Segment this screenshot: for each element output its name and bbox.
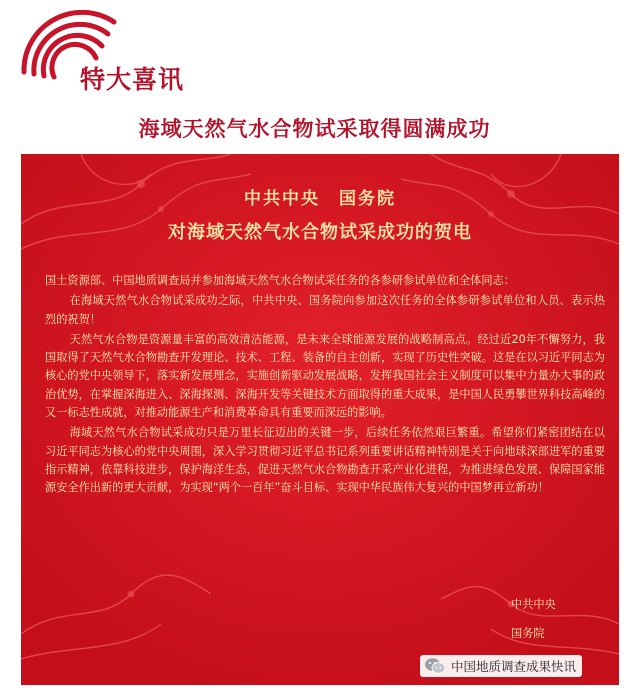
signature-party: 中共中央: [511, 598, 556, 611]
body-paragraph: 天然气水合物是资源量丰富的高效清洁能源，是未来全球能源发展的战略制高点。经过近20年不懈努力，我国取得了天然气水合物勘查开发理论、技术、工程、装备的自主创新，实现了历史性突破。这是在以习近平同志为核心的党中央领导下，落实新发展理念，实施创新驱动发展战略，发挥我国社会主义制度可以集中力量办大事的政治优势，在掌握深海进入、深海探测、深海开发等关键技术方面取得的重大成果，是中国人民勇攀世界科技高峰的又一标志性成就，对推动能源生产和消费革命具有重要而深远的影响。: [45, 332, 605, 420]
signature-council: 国务院: [511, 627, 545, 640]
body-paragraph: 在海域天然气水合物试采成功之际，中共中央、国务院向参加这次任务的全体参研参试单位和人员、表示热烈的祝贺！: [45, 294, 605, 326]
wechat-account-name: 中国地质调查成果快讯: [451, 659, 577, 674]
salutation-paragraph: 国土资源部、中国地质调查局并参加海域天然气水合物试采任务的各参研参试单位和全体同志：: [45, 274, 515, 287]
telegram-header: [21, 184, 619, 244]
wechat-icon: [424, 657, 446, 675]
telegram-title: 对海域天然气水合物试采成功的贺电: [168, 222, 472, 243]
telegram-body: [45, 272, 605, 500]
wechat-watermark: [420, 655, 582, 677]
telegram-sender: 中共中央 国务院: [244, 189, 396, 209]
body-paragraph: 海域天然气水合物试采成功只是万里长征迈出的关键一步，后续任务依然艰巨繁重。希望你们紧密团结在以习近平同志为核心的党中央周围，深入学习贯彻习近平总书记系列重要讲话精神特别是关于向地球深部进军的重要指示精神，依靠科技进步，保护海洋生态，促进天然气水合物勘查开采产业化进程，为推进绿色发展、保障国家能源安全作出新的更大贡献，为实现“两个一百年”奋斗目标、实现中华民族伟大复兴的中国梦再立新功！: [45, 426, 605, 495]
headline: 特大喜讯: [80, 65, 185, 94]
article-subtitle: 海域天然气水合物试采取得圆满成功: [138, 116, 491, 141]
congratulation-panel: [21, 154, 619, 685]
